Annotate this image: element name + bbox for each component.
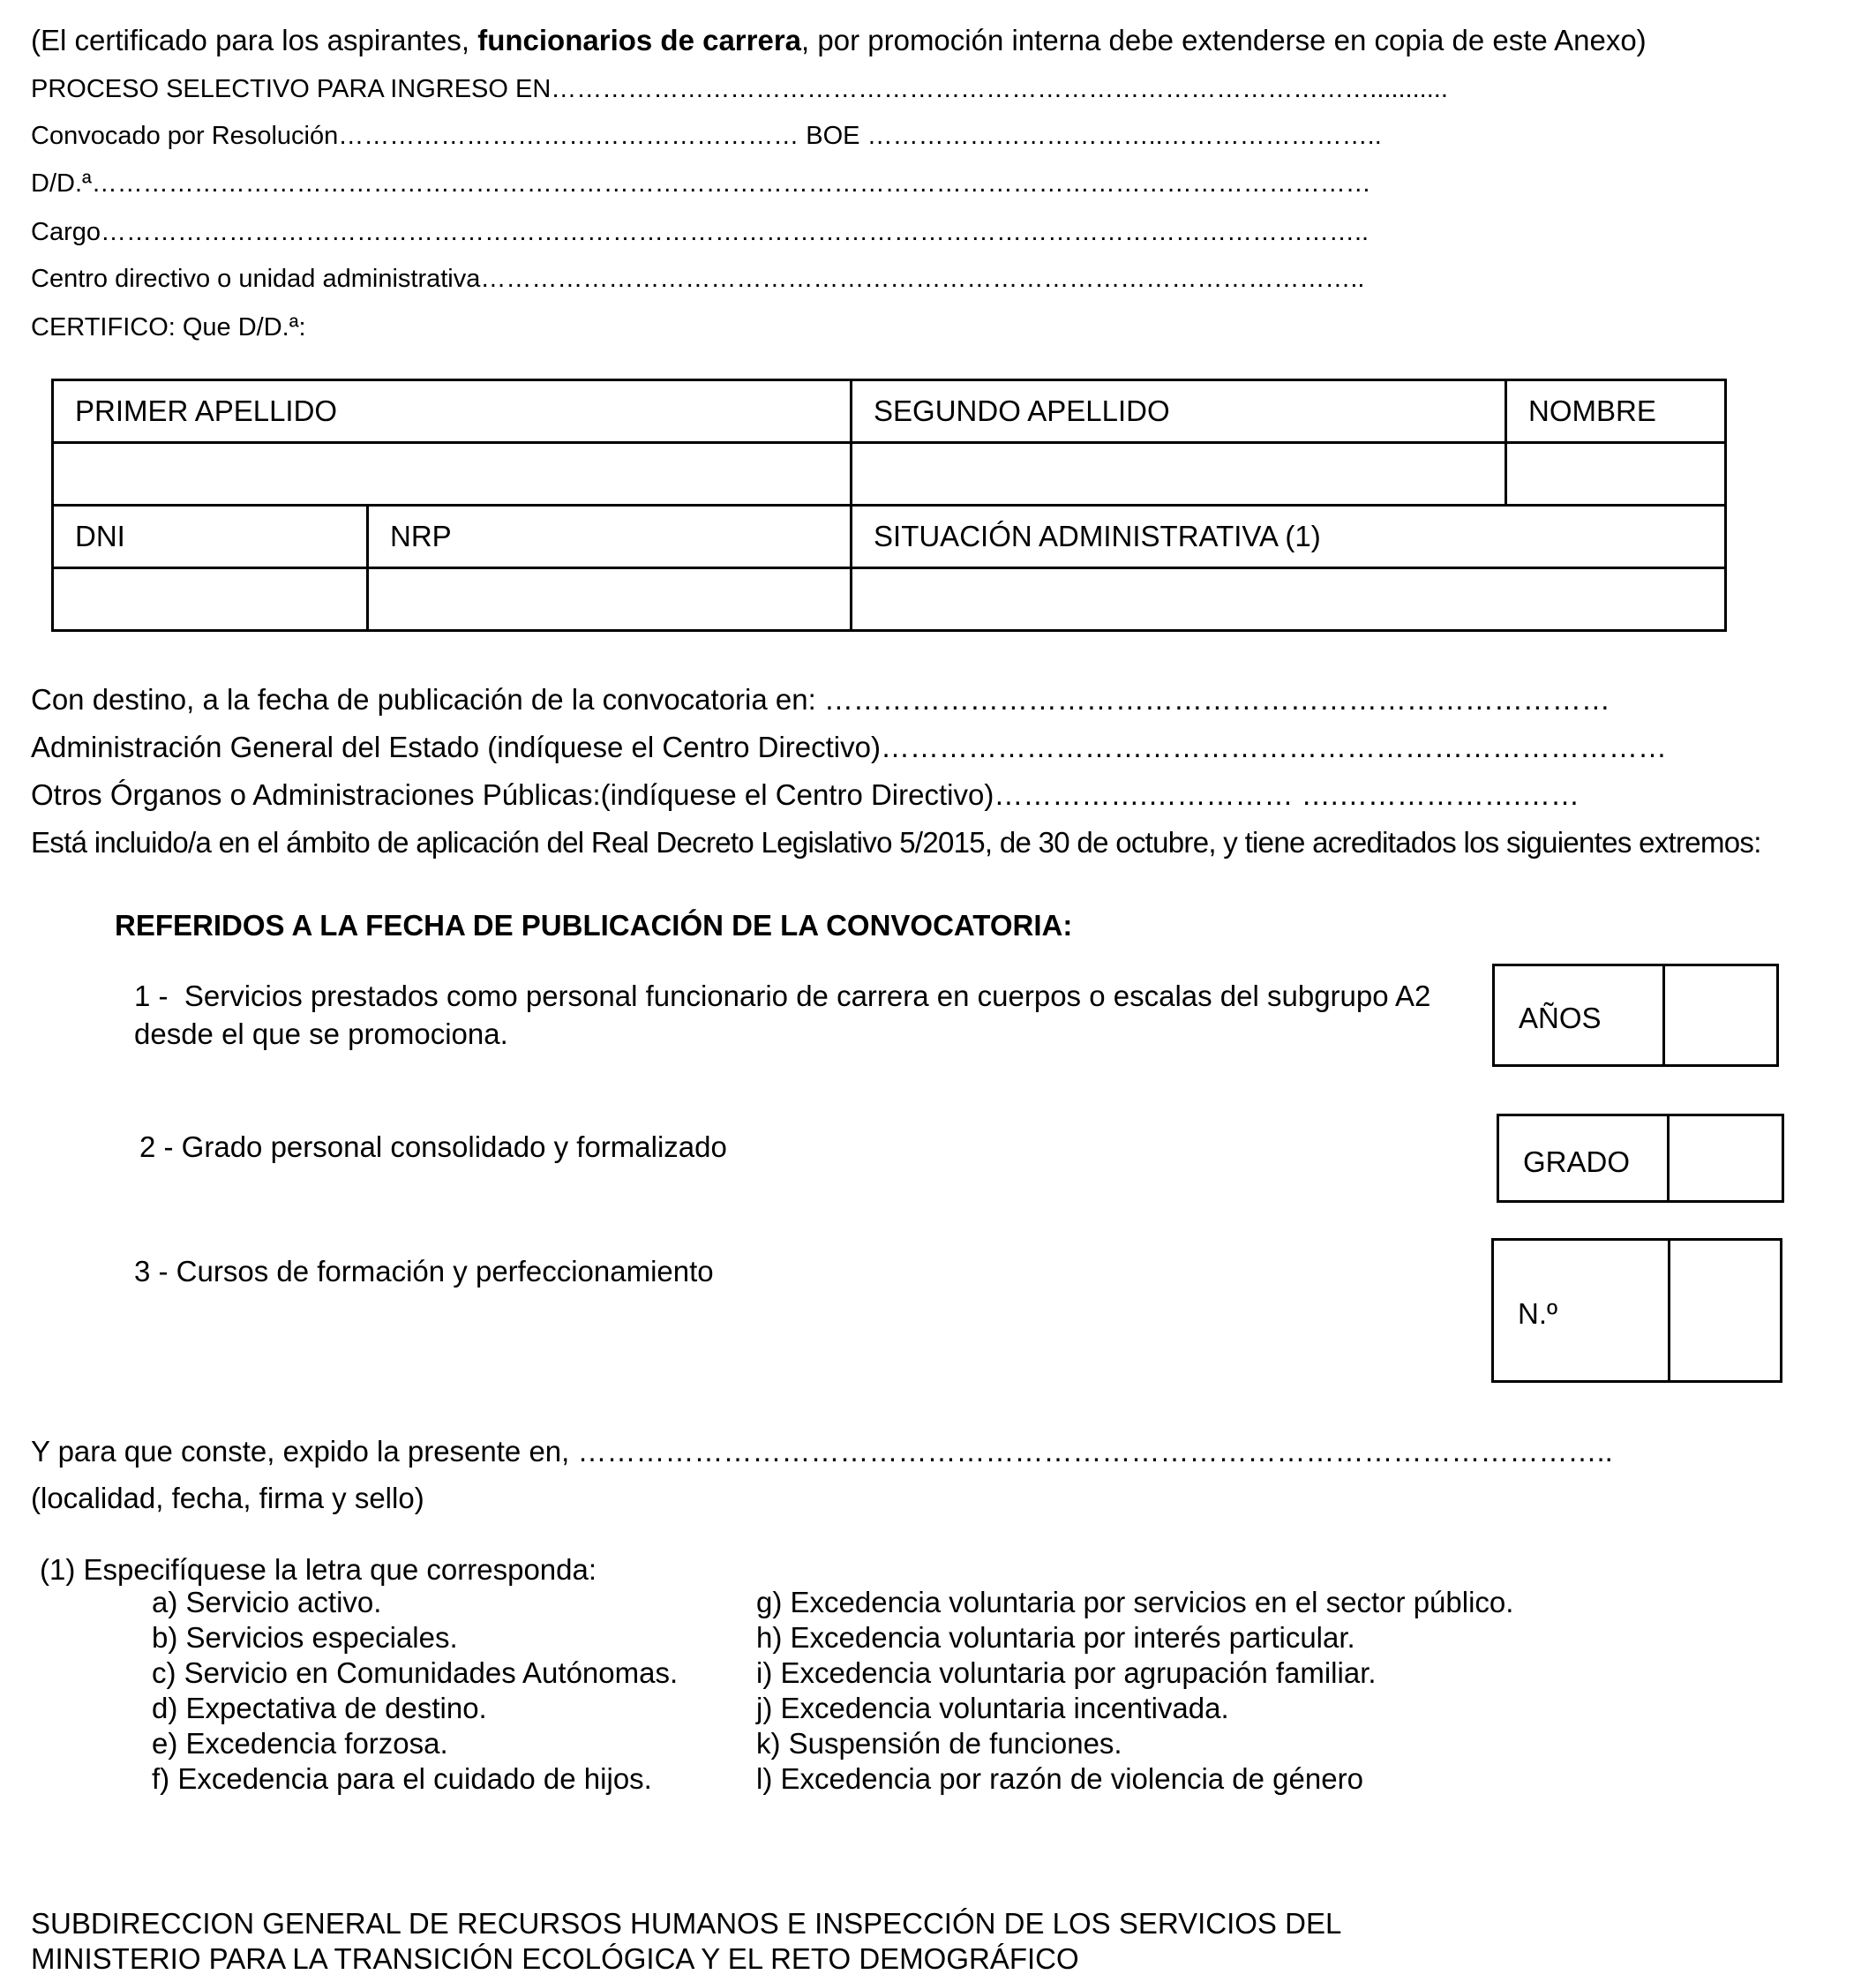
- table-row: [53, 506, 1726, 568]
- box-divider: [1668, 1241, 1670, 1380]
- numero-box: [1491, 1238, 1782, 1383]
- item-2: 2 - Grado personal consolidado y formalizado: [139, 1130, 727, 1163]
- anos-label: AÑOS: [1519, 1002, 1602, 1034]
- list-item: j) Excedencia voluntaria incentivada.: [756, 1692, 1229, 1724]
- cargo-field: Cargo…………………………………………………………………………………………………………………………………..: [31, 218, 1369, 246]
- nrp-cell[interactable]: [368, 568, 852, 631]
- certifico-label: CERTIFICO: Que D/D.ª:: [31, 313, 306, 342]
- list-item: b) Servicios especiales.: [152, 1621, 458, 1654]
- list-item: e) Excedencia forzosa.: [152, 1727, 448, 1760]
- list-item: c) Servicio en Comunidades Autónomas.: [152, 1656, 679, 1689]
- box-divider: [1662, 966, 1665, 1064]
- footnote-right-list: [756, 1585, 1513, 1797]
- footer-line-1: SUBDIRECCION GENERAL DE RECURSOS HUMANOS E INSPECCIÓN DE LOS SERVICIOS DEL: [31, 1907, 1342, 1940]
- centro-directivo-field: Centro directivo o unidad administrativa…………………………………………………………………………………………..: [31, 265, 1365, 293]
- list-item: g) Excedencia voluntaria por servicios en el sector público.: [756, 1586, 1514, 1618]
- destino-line-1: Con destino, a la fecha de publicación de la convocatoria en: ………………………………………………………………………: [31, 683, 1610, 716]
- segundo-apellido-header: SEGUNDO APELLIDO: [852, 380, 1506, 443]
- primer-apellido-cell[interactable]: [53, 443, 852, 506]
- intro-before: (El certificado para los aspirantes,: [31, 24, 478, 56]
- destino-line-3: Otros Órganos o Administraciones Públicas:(indíquese el Centro Directivo)…………….…………… ….……………….……: [31, 778, 1580, 811]
- convocado-field: Convocado por Resolución……………………………………………… BOE ……………………………..……………………..: [31, 122, 1382, 150]
- list-item: a) Servicio activo.: [152, 1586, 382, 1618]
- footer-line-2: MINISTERIO PARA LA TRANSICIÓN ECOLÓGICA Y EL RETO DEMOGRÁFICO: [31, 1942, 1079, 1975]
- table-row: [53, 568, 1726, 631]
- intro-note: [31, 26, 1647, 55]
- nrp-header: NRP: [368, 506, 852, 568]
- list-item: l) Excedencia por razón de violencia de género: [756, 1762, 1363, 1795]
- referidos-heading: REFERIDOS A LA FECHA DE PUBLICACIÓN DE LA CONVOCATORIA:: [115, 909, 1073, 942]
- segundo-apellido-cell[interactable]: [852, 443, 1506, 506]
- closing-line-2: (localidad, fecha, firma y sello): [31, 1482, 424, 1514]
- item-1-line-2: desde el que se promociona.: [134, 1017, 508, 1050]
- list-item: k) Suspensión de funciones.: [756, 1727, 1122, 1760]
- nombre-cell[interactable]: [1506, 443, 1726, 506]
- closing-line-1: Y para que conste, expido la presente en, ……………………………………………………………………………………………..: [31, 1435, 1613, 1468]
- identity-table: [51, 379, 1727, 632]
- situacion-header: SITUACIÓN ADMINISTRATIVA (1): [852, 506, 1726, 568]
- footnote-title: (1) Especifíquese la letra que corresponda:: [40, 1553, 597, 1586]
- grado-label: GRADO: [1523, 1145, 1631, 1178]
- list-item: h) Excedencia voluntaria por interés particular.: [756, 1621, 1355, 1654]
- situacion-cell[interactable]: [852, 568, 1726, 631]
- item-1-line-1: 1 - Servicios prestados como personal funcionario de carrera en cuerpos o escalas del subgrupo A2: [134, 980, 1431, 1012]
- footnote-left-list: [152, 1585, 678, 1797]
- list-item: d) Expectativa de destino.: [152, 1692, 487, 1724]
- dd-field: D/D.ª……………………………………………………………………………………………………………………………………: [31, 169, 1371, 198]
- destino-line-4: Está incluido/a en el ámbito de aplicación del Real Decreto Legislativo 5/2015, de 30 de octubre, y tiene acreditados los siguientes extremos:: [31, 826, 1761, 859]
- proceso-selectivo-field: PROCESO SELECTIVO PARA INGRESO EN……………………………………………………………………………………...........: [31, 75, 1448, 103]
- dni-header: DNI: [53, 506, 368, 568]
- destino-line-2: Administración General del Estado (indíquese el Centro Directivo)………………………………………………………………………: [31, 731, 1667, 763]
- anos-box: [1492, 964, 1779, 1067]
- dni-cell[interactable]: [53, 568, 368, 631]
- primer-apellido-header: PRIMER APELLIDO: [53, 380, 852, 443]
- table-row: [53, 380, 1726, 443]
- grado-box: [1497, 1114, 1784, 1203]
- nombre-header: NOMBRE: [1506, 380, 1726, 443]
- list-item: i) Excedencia voluntaria por agrupación familiar.: [756, 1656, 1377, 1689]
- box-divider: [1667, 1116, 1670, 1200]
- table-row: [53, 443, 1726, 506]
- numero-label: N.º: [1518, 1297, 1558, 1330]
- list-item: f) Excedencia para el cuidado de hijos.: [152, 1762, 652, 1795]
- intro-after: , por promoción interna debe extenderse en copia de este Anexo): [801, 24, 1647, 56]
- intro-bold: funcionarios de carrera: [477, 24, 802, 56]
- item-3: 3 - Cursos de formación y perfeccionamiento: [134, 1255, 714, 1288]
